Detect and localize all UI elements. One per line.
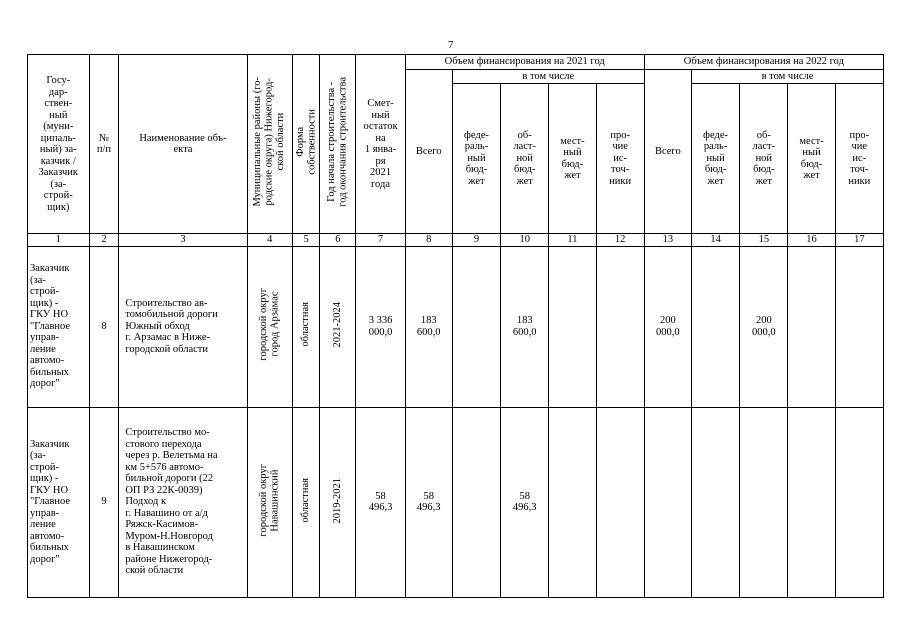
cell-local-2021 [549, 407, 596, 597]
cell-regional-2021: 58 496,3 [501, 407, 549, 597]
cell-local-2022 [788, 246, 835, 407]
header-district: Муниципальные районы (го- родские округа) Нижегород- ской области [247, 55, 292, 234]
column-number: 9 [452, 234, 500, 247]
cell-local-2022 [788, 407, 835, 597]
cell-other-2021 [596, 407, 644, 597]
page-number: 7 [448, 39, 454, 51]
header-object-name: Наименование объ- екта [119, 55, 247, 234]
cell-total-2021: 58 496,3 [405, 407, 452, 597]
column-number: 12 [596, 234, 644, 247]
column-number: 6 [320, 234, 356, 247]
cell-total-2022 [644, 407, 691, 597]
table-row [28, 407, 884, 597]
cell-other-2021 [596, 246, 644, 407]
cell-num: 9 [89, 407, 119, 597]
column-number: 8 [405, 234, 452, 247]
cell-ownership: областная [292, 246, 320, 407]
column-numbers-row [28, 234, 884, 247]
header-years: Год начала строительства - год окончания строительства [320, 55, 356, 234]
column-number: 17 [835, 234, 883, 247]
header-balance: Смет- ный остаток на 1 янва- ря 2021 года [356, 55, 405, 234]
cell-total-2021: 183 600,0 [405, 246, 452, 407]
header-num: № п/п [89, 55, 119, 234]
column-number: 16 [788, 234, 835, 247]
header-local-2022: мест- ный бюд- жет [788, 84, 835, 234]
column-number: 1 [28, 234, 90, 247]
column-number: 5 [292, 234, 320, 247]
header-federal-2021: федe- раль- ный бюд- жет [452, 84, 500, 234]
header-fin-2021: Объем финансирования на 2021 год [405, 55, 644, 70]
header-federal-2022: феде- раль- ный бюд- жет [691, 84, 739, 234]
cell-ownership: областная [292, 407, 320, 597]
cell-local-2021 [549, 246, 596, 407]
cell-federal-2021 [452, 246, 500, 407]
cell-balance: 3 336 000,0 [356, 246, 405, 407]
cell-regional-2021: 183 600,0 [501, 246, 549, 407]
header-other-2021: про- чие ис- точ- ники [596, 84, 644, 234]
cell-customer: Заказчик (за- строй- щик) - ГКУ НО "Главное управ- ление автомо- бильных дорог" [28, 407, 90, 597]
cell-object: Строительство ав- томобильной дороги Южный обход г. Арзамас в Ниже- городской области [119, 246, 247, 407]
cell-federal-2022 [691, 407, 739, 597]
cell-other-2022 [835, 246, 883, 407]
column-number: 3 [119, 234, 247, 247]
cell-federal-2021 [452, 407, 500, 597]
table-row [28, 246, 884, 407]
header-including-2021: в том числе [452, 69, 644, 84]
header-local-2021: мест- ный бюд- жет [549, 84, 596, 234]
cell-balance: 58 496,3 [356, 407, 405, 597]
column-number: 2 [89, 234, 119, 247]
header-total-2022: Всего [644, 69, 691, 234]
cell-years: 2021-2024 [320, 246, 356, 407]
financing-table [27, 54, 884, 598]
column-number: 11 [549, 234, 596, 247]
header-customer: Госу- дар- ствен- ный (муни- ципаль- ный) за- казчик / Заказчик (за- строй- щик) [28, 55, 90, 234]
header-regional-2021: об- ласт- ной бюд- жет [501, 84, 549, 234]
column-number: 7 [356, 234, 405, 247]
header-total-2021: Всего [405, 69, 452, 234]
cell-num: 8 [89, 246, 119, 407]
cell-federal-2022 [691, 246, 739, 407]
column-number: 10 [501, 234, 549, 247]
cell-total-2022: 200 000,0 [644, 246, 691, 407]
column-number: 15 [740, 234, 788, 247]
cell-customer: Заказчик (за- строй- щик) - ГКУ НО "Главное управ- ление автомо- бильных дорог" [28, 246, 90, 407]
cell-years: 2019-2021 [320, 407, 356, 597]
cell-district: городской округ город Арзамас [247, 246, 292, 407]
header-including-2022: в том числе [691, 69, 883, 84]
cell-regional-2022: 200 000,0 [740, 246, 788, 407]
cell-district: городской округ Навашинский [247, 407, 292, 597]
cell-object: Строительство мо- стового перехода через р. Велетьма на км 5+576 автомо- бильной дороги (22 ОП РЗ 22К-0039) Подход к г. Навашино от а/д Ряжск-Касимов- Муром-Н.Новгород в Навашинском районе Нижегород- ской области [119, 407, 247, 597]
header-fin-2022: Объем финансирования на 2022 год [644, 55, 883, 70]
header-ownership: Форма собственности [292, 55, 320, 234]
column-number: 14 [691, 234, 739, 247]
cell-other-2022 [835, 407, 883, 597]
header-other-2022: про- чие ис- точ- ники [835, 84, 883, 234]
column-number: 4 [247, 234, 292, 247]
column-number: 13 [644, 234, 691, 247]
header-regional-2022: об- ласт- ной бюд- жет [740, 84, 788, 234]
cell-regional-2022 [740, 407, 788, 597]
